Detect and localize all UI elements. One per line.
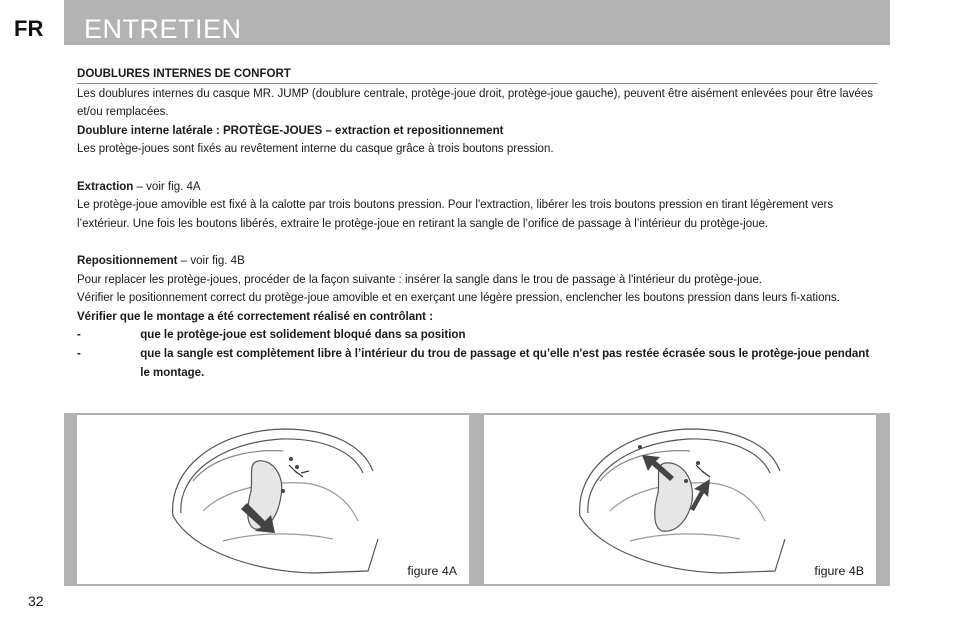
check-title: Vérifier que le montage a été correctement réalisé en contrôlant :: [77, 308, 434, 323]
figure-4a-panel: [77, 415, 469, 584]
intro-paragraph: Les doublures internes du casque MR. JUMP (doublure centrale, protège-joue droit, protège-joue gauche), peuvent être aisément enlevées pour être lavées et/ou remplacées.: [77, 85, 874, 119]
check-item-text: que le protège-joue est solidement bloqué dans sa position: [140, 327, 466, 342]
check-item-text: que la sangle est complètement libre à l’intérieur du trou de passage et qu’elle n'est pas restée écrasée sous le protège-joue pendant le montage.: [140, 345, 870, 379]
figures-strip: [64, 413, 890, 586]
repositioning-paragraph-1: Pour replacer les protège-joues, procéder de la façon suivante : insérer la sangle dans le trou de passage à l'intérieur du protège-joue.: [77, 271, 763, 286]
repositioning-paragraph-2: Vérifier le positionnement correct du protège-joue amovible et en exerçant une légère pression, enclencher les boutons pression dans leurs fi-xations.: [77, 290, 840, 305]
figure-4b-panel: [484, 415, 876, 584]
extraction-ref: – voir fig. 4A: [133, 178, 201, 193]
figure-caption: figure 4A: [407, 564, 457, 578]
helmet-repositioning-illustration: [570, 421, 800, 581]
extraction-heading: [77, 177, 878, 196]
bullet-dash: -: [77, 345, 81, 360]
language-label: FR: [14, 16, 44, 41]
helmet-extraction-illustration: [163, 421, 393, 581]
repositioning-label: Repositionnement: [77, 252, 178, 267]
page-number: 32: [28, 593, 44, 609]
repositioning-heading: [77, 251, 878, 270]
lateral-paragraph: Les protège-joues sont fixés au revêtement interne du casque grâce à trois boutons pression.: [77, 141, 554, 156]
bullet-dash: -: [77, 327, 81, 342]
extraction-label: Extraction: [77, 178, 134, 193]
page-title: ENTRETIEN: [84, 14, 242, 44]
header-bar: [64, 0, 890, 45]
figure-caption: figure 4B: [814, 564, 864, 578]
check-item: [77, 325, 878, 344]
repositioning-ref: – voir fig. 4B: [177, 252, 245, 267]
extraction-paragraph: Le protège-joue amovible est fixé à la calotte par trois boutons pression. Pour l'extraction, libérer les trois boutons pression en tirant légèrement vers l’extérieur. Une fois les boutons libérés, extraire le protège-joue en retirant la sangle de l’orifice de passage à l’intérieur du protège-joue.: [77, 197, 834, 230]
main-content: [77, 64, 878, 381]
section-title: DOUBLURES INTERNES DE CONFORT: [77, 64, 878, 84]
lateral-title: Doublure interne latérale : PROTÈGE-JOUES – extraction et repositionnement: [77, 122, 504, 137]
check-item: [77, 344, 878, 381]
